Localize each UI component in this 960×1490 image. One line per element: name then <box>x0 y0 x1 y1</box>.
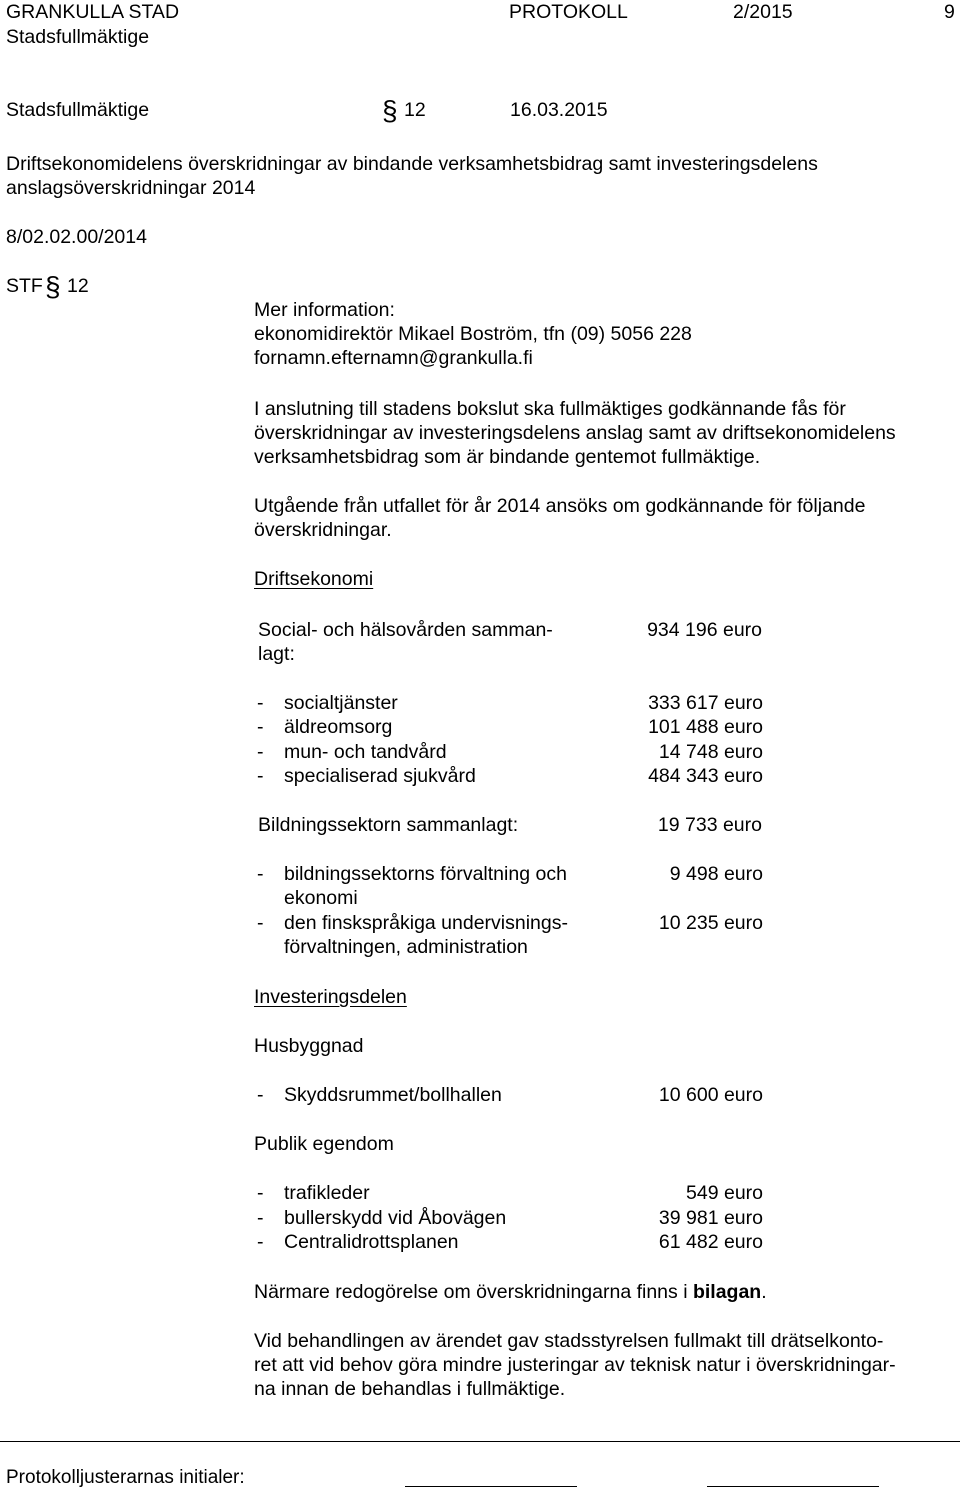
invest-item-label: Centralidrottsplanen <box>284 1231 459 1253</box>
footer-divider <box>0 1441 960 1442</box>
social-item-label: mun- och tandvård <box>284 741 447 763</box>
bild-item-label: ekonomi <box>284 887 358 909</box>
closing-p1-end: . <box>761 1281 767 1303</box>
bild-item-amount: 10 235 euro <box>658 912 763 934</box>
contact-person: ekonomidirektör Mikael Boström, tfn (09) 5056 228 <box>254 323 692 345</box>
contact-heading: Mer information: <box>254 299 395 321</box>
invest-item-label: trafikleder <box>284 1182 370 1204</box>
closing-p2-line: Vid behandlingen av ärendet gav stadsstyrelsen fullmakt till drätselkonto- <box>254 1330 884 1352</box>
dash: - <box>257 741 264 763</box>
intro-p1-line: I anslutning till stadens bokslut ska fullmäktiges godkännande fås för <box>254 398 846 420</box>
invest-item-amount: 39 981 euro <box>658 1207 763 1229</box>
social-item-amount: 14 748 euro <box>658 741 763 763</box>
bild-item-label: förvaltningen, administration <box>284 936 528 958</box>
publik-heading: Publik egendom <box>254 1133 394 1155</box>
contact-email: fornamn.efternamn@grankulla.fi <box>254 347 533 369</box>
intro-p1-line: överskridningar av investeringsdelens anslag samt av driftsekonomidelens <box>254 422 896 444</box>
closing-p2-line: ret att vid behov göra mindre justeringar av teknisk natur i överskridningar- <box>254 1354 896 1376</box>
title-line-1: Driftsekonomidelens överskridningar av bindande verksamhetsbidrag samt investeringsdelens <box>6 153 818 175</box>
dash: - <box>257 1231 264 1253</box>
dash: - <box>257 1084 264 1106</box>
dash: - <box>257 716 264 738</box>
invest-item-amount: 549 euro <box>686 1182 763 1204</box>
bild-item-label: bildningssektorns förvaltning och <box>284 863 567 885</box>
dash: - <box>257 1207 264 1229</box>
drift-heading: Driftsekonomi <box>254 568 374 590</box>
social-item-amount: 484 343 euro <box>648 765 763 787</box>
meeting-section-no: 12 <box>404 99 426 121</box>
title-line-2: anslagsöverskridningar 2014 <box>6 177 256 199</box>
intro-p2-line: Utgående från utfallet för år 2014 ansöks om godkännande för följande <box>254 495 866 517</box>
invest-item-label: bullerskydd vid Åbovägen <box>284 1207 507 1229</box>
social-label-line: Social- och hälsovården samman- <box>258 619 553 641</box>
meeting-date: 16.03.2015 <box>510 99 608 121</box>
social-total: 934 196 euro <box>647 619 762 641</box>
social-item-label: specialiserad sjukvård <box>284 765 476 787</box>
stf-number: 12 <box>67 275 89 297</box>
dash: - <box>257 912 264 934</box>
invest-heading: Investeringsdelen <box>254 986 407 1008</box>
section-sign: § <box>382 95 398 126</box>
intro-p2-line: överskridningar. <box>254 519 392 541</box>
body-name: Stadsfullmäktige <box>6 26 150 48</box>
closing-p1 <box>254 1280 767 1304</box>
bild-total: 19 733 euro <box>657 814 762 836</box>
social-item-label: äldreomsorg <box>284 716 393 738</box>
dash: - <box>257 1182 264 1204</box>
bild-item-label: den finskspråkiga undervisnings- <box>284 912 568 934</box>
bild-label: Bildningssektorn sammanlagt: <box>258 814 519 836</box>
dash: - <box>257 765 264 787</box>
stf-label: STF <box>6 275 43 297</box>
stf-section-sign: § <box>45 271 61 302</box>
initials-signature-line-1 <box>405 1486 577 1487</box>
dash: - <box>257 692 264 714</box>
husbyggnad-heading: Husbyggnad <box>254 1035 364 1057</box>
invest-item-amount: 61 482 euro <box>658 1231 763 1253</box>
doc-type: PROTOKOLL <box>509 1 628 23</box>
invest-item-amount: 10 600 euro <box>658 1084 763 1106</box>
org-name: GRANKULLA STAD <box>6 1 180 23</box>
social-label-line: lagt: <box>258 643 295 665</box>
intro-p1-line: verksamhetsbidrag som är bindande gentemot fullmäktige. <box>254 446 761 468</box>
doc-number: 2/2015 <box>733 1 793 23</box>
meeting-body: Stadsfullmäktige <box>6 99 150 121</box>
closing-p2-line: na innan de behandlas i fullmäktige. <box>254 1378 566 1400</box>
dash: - <box>257 863 264 885</box>
social-item-amount: 333 617 euro <box>648 692 763 714</box>
bilagan-ref: bilagan <box>692 1281 762 1303</box>
page-number: 9 <box>944 1 955 23</box>
bild-item-amount: 9 498 euro <box>669 863 763 885</box>
closing-p1-text: Närmare redogörelse om överskridningarna finns i <box>254 1281 693 1303</box>
invest-item-label: Skyddsrummet/bollhallen <box>284 1084 502 1106</box>
social-item-amount: 101 488 euro <box>648 716 763 738</box>
diary-number: 8/02.02.00/2014 <box>6 226 147 248</box>
initials-label: Protokolljusterarnas initialer: <box>6 1467 245 1488</box>
social-item-label: socialtjänster <box>284 692 398 714</box>
initials-signature-line-2 <box>707 1486 879 1487</box>
